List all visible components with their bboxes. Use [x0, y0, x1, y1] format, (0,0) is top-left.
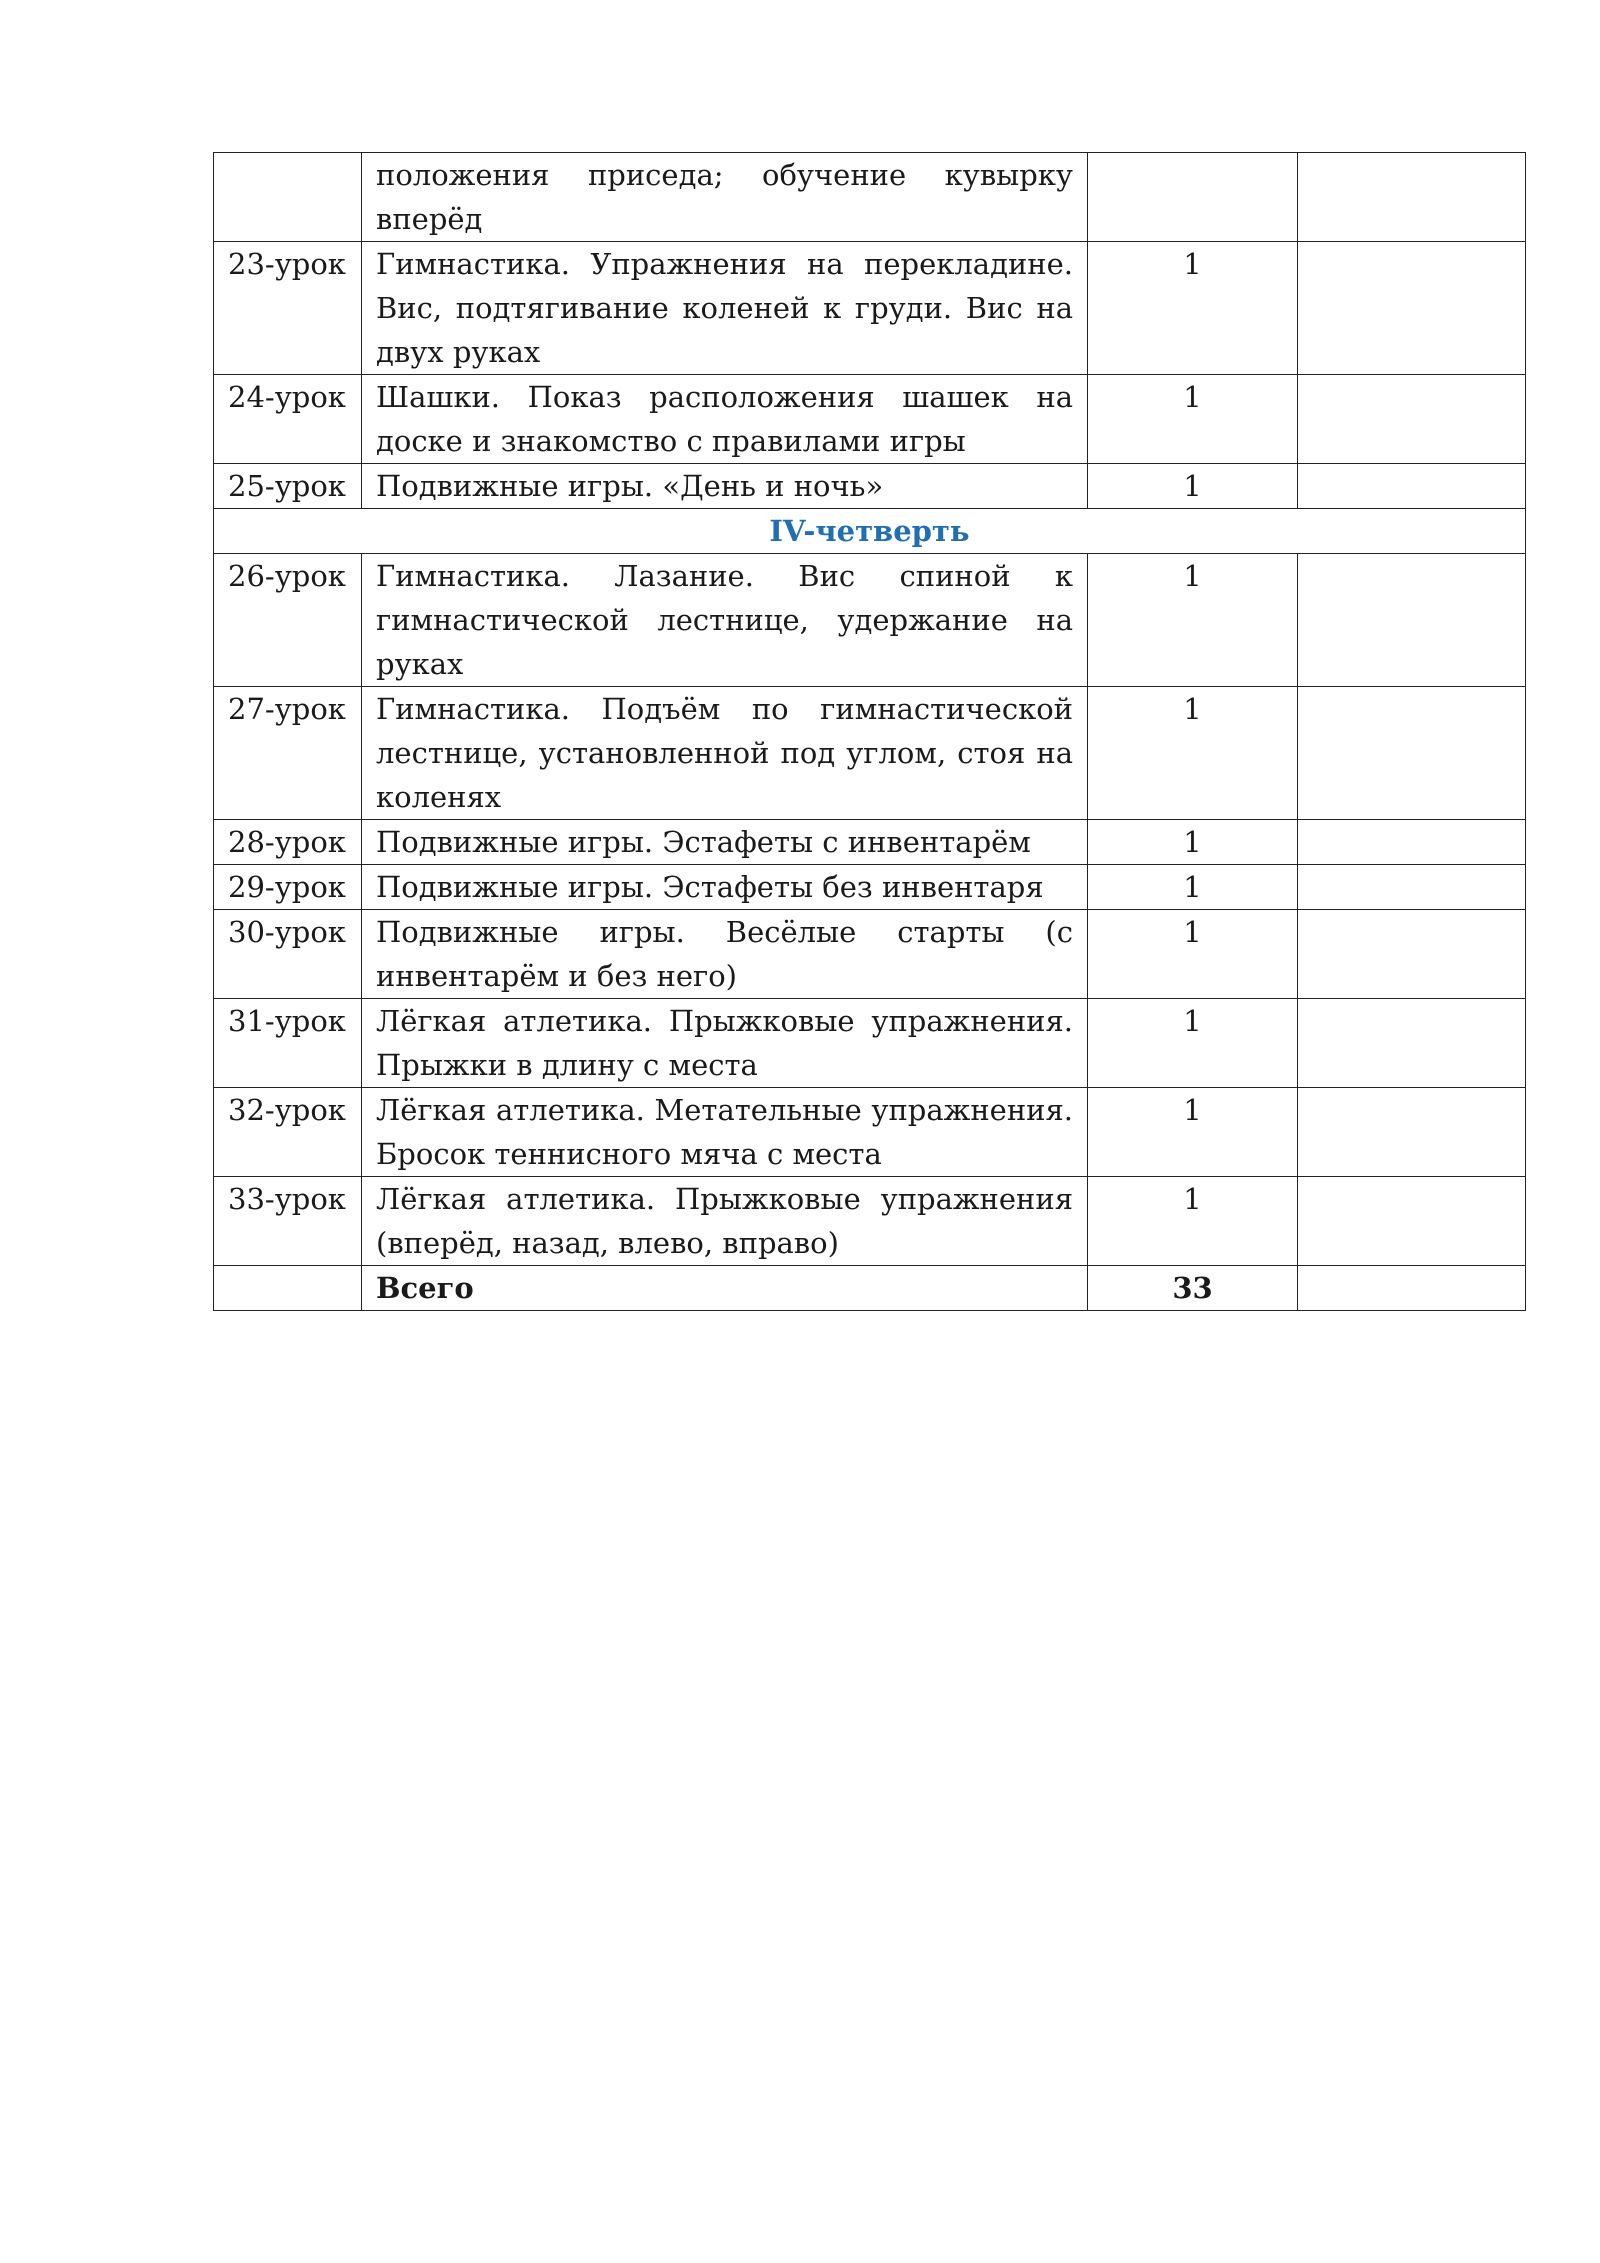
lesson-extra	[1298, 554, 1526, 687]
lesson-extra	[1298, 1177, 1526, 1266]
table-row	[214, 820, 1526, 865]
table-row	[214, 687, 1526, 820]
lesson-topic: Подвижные игры. Эстафеты без инвентаря	[362, 865, 1088, 910]
lesson-topic: Гимнастика. Подъём по гимнастической лестнице, установленной под углом, стоя на коленях	[362, 687, 1088, 820]
total-hours: 33	[1088, 1266, 1298, 1311]
lesson-extra	[1298, 375, 1526, 464]
lesson-extra	[1298, 865, 1526, 910]
lesson-number	[214, 153, 362, 242]
lesson-number: 28-урок	[214, 820, 362, 865]
table-row	[214, 910, 1526, 999]
lesson-extra	[1298, 687, 1526, 820]
lesson-hours: 1	[1088, 910, 1298, 999]
table-row	[214, 153, 1526, 242]
lesson-plan-table	[213, 152, 1526, 1311]
lesson-number: 24-урок	[214, 375, 362, 464]
table-row	[214, 464, 1526, 509]
lesson-hours: 1	[1088, 865, 1298, 910]
table-row	[214, 865, 1526, 910]
table-row	[214, 1088, 1526, 1177]
lesson-number: 32-урок	[214, 1088, 362, 1177]
lesson-hours: 1	[1088, 1088, 1298, 1177]
table-row	[214, 554, 1526, 687]
lesson-extra	[1298, 242, 1526, 375]
lesson-number: 29-урок	[214, 865, 362, 910]
table-row	[214, 242, 1526, 375]
document-page	[213, 152, 1525, 1311]
lesson-hours: 1	[1088, 464, 1298, 509]
lesson-hours: 1	[1088, 375, 1298, 464]
lesson-topic: Лёгкая атлетика. Прыжковые упражнения (вперёд, назад, влево, вправо)	[362, 1177, 1088, 1266]
lesson-topic: Гимнастика. Упражнения на перекладине. Вис, подтягивание коленей к груди. Вис на двух руках	[362, 242, 1088, 375]
lesson-number: 27-урок	[214, 687, 362, 820]
lesson-topic: Подвижные игры. Весёлые старты (с инвентарём и без него)	[362, 910, 1088, 999]
lesson-hours: 1	[1088, 554, 1298, 687]
lesson-extra	[1298, 464, 1526, 509]
table-row	[214, 375, 1526, 464]
lesson-extra	[1298, 999, 1526, 1088]
lesson-hours: 1	[1088, 242, 1298, 375]
lesson-extra	[1298, 153, 1526, 242]
lesson-topic: Гимнастика. Лазание. Вис спиной к гимнастической лестнице, удержание на руках	[362, 554, 1088, 687]
lesson-topic: Лёгкая атлетика. Метательные упражнения. Бросок теннисного мяча с места	[362, 1088, 1088, 1177]
total-label: Всего	[362, 1266, 1088, 1311]
lesson-number: 33-урок	[214, 1177, 362, 1266]
lesson-hours: 1	[1088, 820, 1298, 865]
table-row	[214, 1177, 1526, 1266]
lesson-number: 26-урок	[214, 554, 362, 687]
quarter-heading: IV-четверть	[214, 509, 1526, 554]
total-empty-cell	[214, 1266, 362, 1311]
lesson-topic: Лёгкая атлетика. Прыжковые упражнения. Прыжки в длину с места	[362, 999, 1088, 1088]
lesson-hours: 1	[1088, 1177, 1298, 1266]
table-row	[214, 999, 1526, 1088]
lesson-number: 31-урок	[214, 999, 362, 1088]
lesson-number: 25-урок	[214, 464, 362, 509]
lesson-topic: положения приседа; обучение кувырку вперёд	[362, 153, 1088, 242]
lesson-hours: 1	[1088, 687, 1298, 820]
lesson-topic: Шашки. Показ расположения шашек на доске и знакомство с правилами игры	[362, 375, 1088, 464]
lesson-hours: 1	[1088, 999, 1298, 1088]
lesson-hours	[1088, 153, 1298, 242]
lesson-topic: Подвижные игры. Эстафеты с инвентарём	[362, 820, 1088, 865]
lesson-number: 30-урок	[214, 910, 362, 999]
total-extra	[1298, 1266, 1526, 1311]
total-row	[214, 1266, 1526, 1311]
lesson-topic: Подвижные игры. «День и ночь»	[362, 464, 1088, 509]
quarter-heading-row	[214, 509, 1526, 554]
lesson-extra	[1298, 1088, 1526, 1177]
lesson-number: 23-урок	[214, 242, 362, 375]
lesson-extra	[1298, 910, 1526, 999]
lesson-extra	[1298, 820, 1526, 865]
